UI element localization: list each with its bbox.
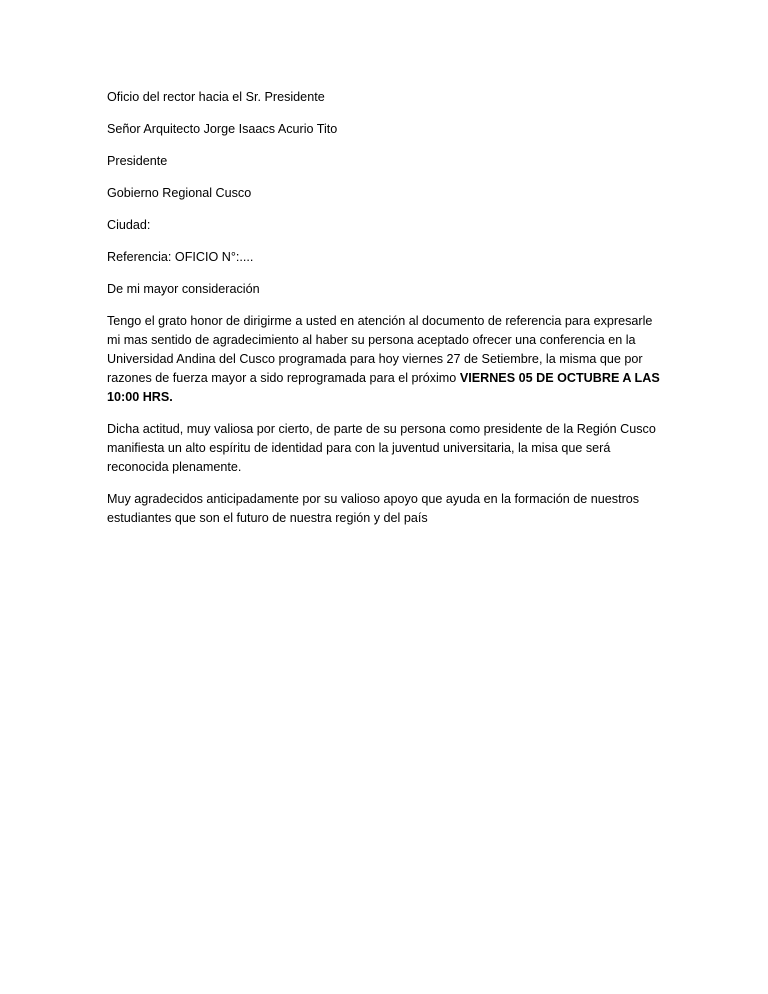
- city-line: Ciudad:: [107, 218, 151, 232]
- letter-subject: Oficio del rector hacia el Sr. Presidente: [107, 90, 325, 104]
- paragraph-1-line: [107, 369, 667, 388]
- paragraph-1: [107, 312, 667, 407]
- recipient-title: Presidente: [107, 154, 168, 168]
- paragraph-2-line: Dicha actitud, muy valiosa por cierto, de parte de su persona como presidente de la Región Cusco: [107, 422, 656, 436]
- paragraph-1-line: Tengo el grato honor de dirigirme a usted en atención al documento de referencia para expresarle: [107, 314, 653, 328]
- paragraph-2: [107, 420, 667, 477]
- salutation: De mi mayor consideración: [107, 282, 260, 296]
- rescheduled-time-text: 10:00 HRS.: [107, 390, 173, 404]
- letter-body: [107, 88, 667, 541]
- reference-line: Referencia: OFICIO N°:....: [107, 250, 254, 264]
- paragraph-3-line: estudiantes que son el futuro de nuestra región y del país: [107, 511, 428, 525]
- paragraph-1-text: razones de fuerza mayor a sido reprogramada para el próximo: [107, 371, 460, 385]
- paragraph-3: [107, 490, 667, 528]
- rescheduled-date-text: VIERNES 05 DE OCTUBRE A LAS: [459, 371, 660, 385]
- paragraph-2-line: manifiesta un alto espíritu de identidad para con la juventud universitaria, la misa que será: [107, 441, 611, 455]
- paragraph-3-line: Muy agradecidos anticipadamente por su valioso apoyo que ayuda en la formación de nuestros: [107, 492, 640, 506]
- paragraph-1-line: Universidad Andina del Cusco programada para hoy viernes 27 de Setiembre, la misma que por: [107, 352, 643, 366]
- recipient-name: Señor Arquitecto Jorge Isaacs Acurio Tito: [107, 122, 338, 136]
- paragraph-1-line: mi mas sentido de agradecimiento al haber su persona aceptado ofrecer una conferencia en la: [107, 333, 636, 347]
- paragraph-2-line: reconocida plenamente.: [107, 460, 242, 474]
- recipient-organization: Gobierno Regional Cusco: [107, 186, 252, 200]
